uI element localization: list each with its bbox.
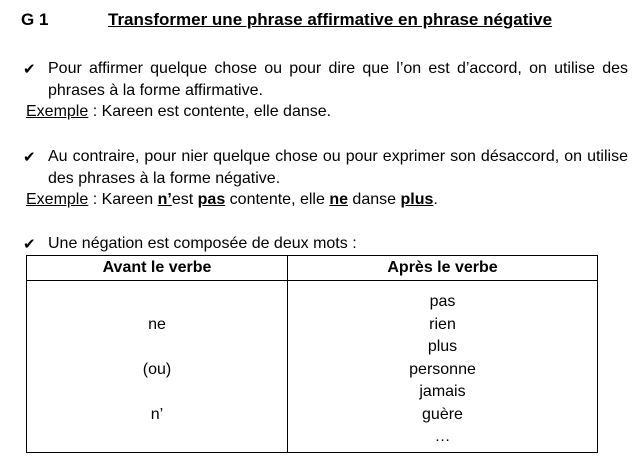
bullet-text: Au contraire, pour nier quelque chose ou pour exprimer son désaccord, on utilise des phrases à la forme négative. bbox=[48, 148, 628, 187]
list-item: ne bbox=[148, 316, 166, 333]
header-before-verb: Avant le verbe bbox=[27, 256, 288, 281]
list-item: … bbox=[434, 428, 451, 445]
list-item: rien bbox=[429, 315, 456, 333]
example-affirmative bbox=[26, 101, 331, 123]
list-item: plus bbox=[427, 338, 458, 355]
after-list bbox=[288, 281, 597, 449]
bullet-text: Pour affirmer quelque chose ou pour dire que l’on est d’accord, on utilise des phrases à la forme affirmative. bbox=[48, 60, 628, 99]
cell-after-verb bbox=[288, 281, 598, 453]
list-item: jamais bbox=[419, 383, 466, 400]
negation-word: plus bbox=[400, 191, 434, 208]
example-separator: : bbox=[88, 103, 102, 120]
example-text: contente, elle bbox=[225, 191, 330, 208]
checkmark-icon: ✔ bbox=[23, 149, 36, 166]
example-negative bbox=[26, 189, 438, 211]
table-header-row bbox=[27, 256, 598, 281]
list-item: (ou) bbox=[142, 361, 172, 378]
bullet-composition bbox=[21, 233, 628, 255]
bullet-text: Une négation est composée de deux mots : bbox=[48, 235, 357, 252]
example-label: Exemple bbox=[26, 103, 89, 120]
list-item: guère bbox=[422, 405, 463, 423]
example-text: est bbox=[171, 191, 198, 208]
list-item: personne bbox=[409, 360, 476, 378]
example-text: Kareen bbox=[101, 191, 158, 208]
example-label: Exemple bbox=[26, 191, 89, 208]
negation-table bbox=[26, 255, 598, 453]
cell-before-verb bbox=[27, 281, 288, 453]
checkmark-icon: ✔ bbox=[23, 61, 36, 78]
lesson-code: G 1 bbox=[21, 10, 49, 29]
example-text: danse bbox=[347, 191, 401, 208]
list-item: n’ bbox=[150, 406, 164, 423]
example-sentence: Kareen est contente, elle danse. bbox=[101, 103, 332, 120]
example-text: . bbox=[433, 191, 438, 208]
negation-word: n’ bbox=[157, 191, 172, 208]
list-item: pas bbox=[429, 293, 456, 310]
bullet-negative bbox=[21, 146, 628, 190]
bullet-affirmative bbox=[21, 58, 628, 102]
negation-word: ne bbox=[329, 191, 348, 208]
header-after-verb: Après le verbe bbox=[288, 256, 598, 281]
before-list bbox=[27, 281, 287, 449]
lesson-title: Transformer une phrase affirmative en phrase négative bbox=[108, 10, 553, 29]
document-header bbox=[21, 10, 619, 32]
table-row bbox=[27, 281, 598, 453]
checkmark-icon: ✔ bbox=[23, 236, 36, 253]
example-separator: : bbox=[88, 191, 102, 208]
negation-word: pas bbox=[197, 191, 226, 208]
